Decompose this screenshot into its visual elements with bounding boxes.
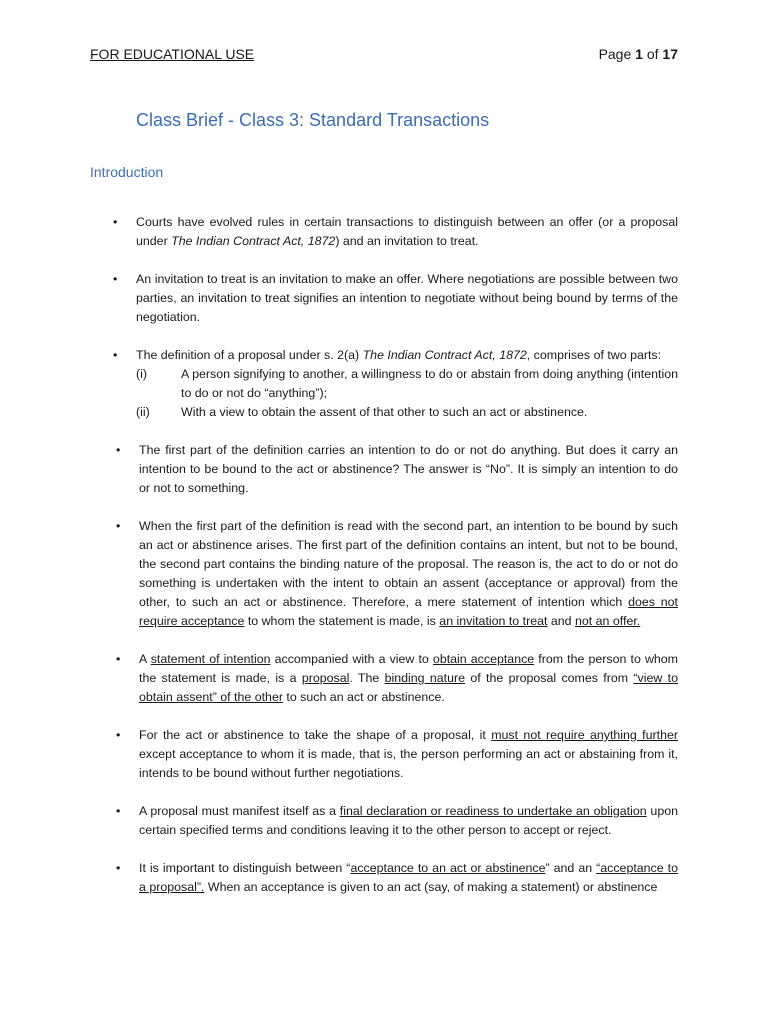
page-number xyxy=(599,46,678,62)
list-item xyxy=(0,650,768,707)
sub-item xyxy=(136,365,678,403)
text-run: An invitation to treat is an invitation to make an offer. Where negotiations are possible between two parties, an invitation to treat signifies an intention to negotiate without being bound by terms of the negotiation. xyxy=(136,272,678,324)
text-run: to such an act or abstinence. xyxy=(282,690,445,704)
underlined-run: acceptance to an act or abstinence xyxy=(350,861,546,875)
header-label: FOR EDUCATIONAL USE xyxy=(90,46,255,62)
text-run: and xyxy=(547,614,575,628)
text-run: For the act or abstinence to take the shape of a proposal, it xyxy=(139,728,492,742)
bullet-icon: • xyxy=(116,652,121,666)
page-header xyxy=(90,46,678,62)
text-run: , comprises of two parts: xyxy=(526,348,662,362)
underlined-run: “view to obtain assent” of the other xyxy=(139,671,678,704)
list-item xyxy=(0,859,768,897)
list-item xyxy=(0,270,768,327)
page-prefix: Page xyxy=(598,46,636,62)
text-run: to whom the statement is made, is xyxy=(244,614,440,628)
text-run: A xyxy=(139,652,151,666)
list-item-text xyxy=(139,517,678,631)
document-body xyxy=(0,213,768,916)
document-title: Class Brief - Class 3: Standard Transactions xyxy=(136,110,490,130)
underlined-run: does not require acceptance xyxy=(139,595,678,628)
underlined-run: statement of intention xyxy=(150,652,271,666)
list-item xyxy=(0,726,768,783)
underlined-run: final declaration or readiness to undertake an obligation xyxy=(339,804,647,818)
sub-item-text: With a view to obtain the assent of that other to such an act or abstinence. xyxy=(181,405,588,419)
sub-item-number: (ii) xyxy=(136,405,150,419)
bullet-icon: • xyxy=(116,728,121,742)
list-item-text xyxy=(139,859,678,897)
bullet-icon: • xyxy=(116,443,121,457)
bullet-icon: • xyxy=(116,519,121,533)
underlined-run: not an offer. xyxy=(575,614,641,628)
list-item-text xyxy=(139,441,678,498)
text-run: The definition of a proposal under s. 2(a) xyxy=(136,348,363,362)
text-run: . The xyxy=(349,671,385,685)
sub-item-number: (i) xyxy=(136,367,148,381)
text-run: accompanied with a view to xyxy=(270,652,433,666)
italic-run: The Indian Contract Act, 1872 xyxy=(362,348,527,362)
list-item-text xyxy=(136,270,678,327)
section-heading: Introduction xyxy=(90,164,164,180)
text-run: When the first part of the definition is read with the second part, an intention to be bound by such an act or abstinence arises. The first part of the definition contains an intent, but not to be bound, the second part contains the binding nature of the proposal. The reason is, the act to do or not do something is undertaken with the intent to obtain an assent (acceptance or approval) from the other, to such an act or abstinence. Therefore, a mere statement of intention which xyxy=(139,519,678,609)
text-run: from the person to whom the statement is made, is a xyxy=(139,652,678,685)
text-run: Courts have evolved rules in certain transactions to distinguish between an offer (or a proposal under xyxy=(136,215,678,248)
bullet-icon: • xyxy=(116,804,121,818)
list-item-text xyxy=(136,213,678,251)
text-run: It is important to distinguish between “ xyxy=(139,861,351,875)
bullet-icon: • xyxy=(116,861,121,875)
text-run: When an acceptance is given to an act (say, of making a statement) or abstinence xyxy=(204,880,658,894)
list-item-text xyxy=(139,802,678,840)
underlined-run: must not require anything further xyxy=(491,728,678,742)
italic-run: The Indian Contract Act, 1872 xyxy=(171,234,336,248)
text-run: of the proposal comes from xyxy=(465,671,634,685)
underlined-run: obtain acceptance xyxy=(432,652,535,666)
text-run: except acceptance to whom it is made, that is, the person performing an act or abstaining from it, intends to be bound without further negotiations. xyxy=(139,747,678,780)
bullet-icon: • xyxy=(113,348,118,362)
sub-item-text: A person signifying to another, a willingness to do or abstain from doing anything (intention to do or not do “anything”); xyxy=(181,367,678,400)
list-item-text xyxy=(139,726,678,783)
list-item xyxy=(0,213,768,251)
bullet-icon: • xyxy=(113,272,118,286)
bullet-icon: • xyxy=(113,215,118,229)
underlined-run: binding nature xyxy=(384,671,466,685)
text-run: The first part of the definition carries an intention to do or not do anything. But does it carry an intention to be bound to the act or abstinence? The answer is “No”. It is simply an intention to do or not to something. xyxy=(139,443,678,495)
underlined-run: proposal xyxy=(301,671,350,685)
page-current: 1 xyxy=(635,46,643,62)
list-item-text xyxy=(136,346,678,365)
sub-item xyxy=(136,403,678,422)
page-total: 17 xyxy=(662,46,678,62)
list-item xyxy=(0,517,768,631)
text-run: ” and an xyxy=(545,861,597,875)
text-run: ) and an invitation to treat. xyxy=(335,234,479,248)
list-item xyxy=(0,346,768,422)
underlined-run: an invitation to treat xyxy=(439,614,548,628)
text-run: upon certain specified terms and conditions leaving it to the other person to accept or reject. xyxy=(139,804,678,837)
list-item-text xyxy=(139,650,678,707)
list-item xyxy=(0,441,768,498)
page-mid: of xyxy=(642,46,663,62)
underlined-run: “acceptance to a proposal”. xyxy=(139,861,678,894)
list-item xyxy=(0,802,768,840)
text-run: A proposal must manifest itself as a xyxy=(139,804,340,818)
